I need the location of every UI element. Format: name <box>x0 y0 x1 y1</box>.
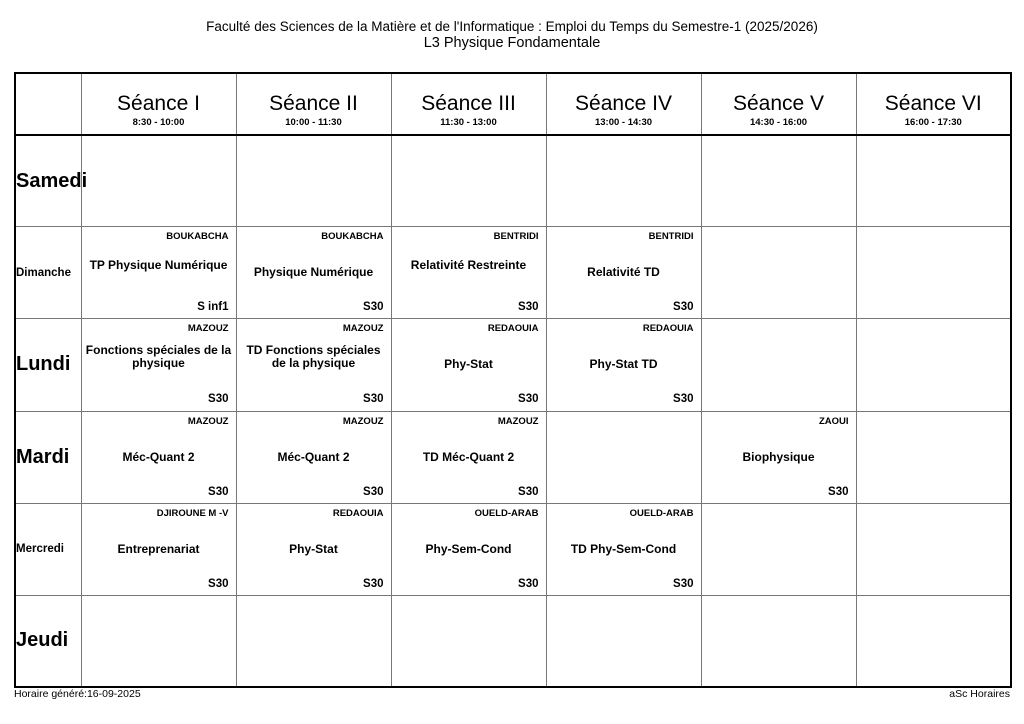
room-label: S30 <box>673 577 694 590</box>
day-row <box>15 135 1011 227</box>
course-cell <box>236 227 391 319</box>
empty-cell <box>546 135 701 227</box>
teacher-name: BOUKABCHA <box>321 231 384 243</box>
course-cell <box>391 411 546 503</box>
day-label: Mardi <box>15 411 81 503</box>
subject-name: Phy-Stat TD <box>589 357 658 372</box>
course-cell <box>81 227 236 319</box>
subject-name: Méc-Quant 2 <box>277 449 350 464</box>
room-label: S30 <box>518 485 539 498</box>
teacher-name: MAZOUZ <box>342 323 384 335</box>
seance-time: 8:30 - 10:00 <box>132 117 185 128</box>
room-label: S30 <box>518 393 539 406</box>
teacher-name: OUELD-ARAB <box>629 507 694 519</box>
teacher-name: REDAOUIA <box>487 323 539 335</box>
empty-cell <box>856 227 1011 319</box>
day-label: Samedi <box>15 135 81 227</box>
empty-cell <box>856 595 1011 687</box>
subject-name: Relativité Restreinte <box>410 258 527 273</box>
day-row <box>15 503 1011 595</box>
room-label: S30 <box>518 577 539 590</box>
course-cell <box>546 319 701 411</box>
teacher-name: DJIROUNE M -V <box>156 507 229 519</box>
seance-name: Séance III <box>421 92 516 115</box>
seance-name: Séance VI <box>884 92 982 115</box>
teacher-name: REDAOUIA <box>332 507 384 519</box>
subject-name: Phy-Stat <box>289 541 338 556</box>
course-cell <box>391 503 546 595</box>
teacher-name: MAZOUZ <box>187 323 229 335</box>
day-label: Jeudi <box>15 595 81 687</box>
room-label: S30 <box>673 301 694 314</box>
subject-name: TD Fonctions spéciales de la physique <box>246 343 381 371</box>
course-cell <box>236 411 391 503</box>
subject-name: Physique Numérique <box>253 265 374 280</box>
teacher-name: MAZOUZ <box>187 415 229 427</box>
subject-name: Relativité TD <box>587 265 660 280</box>
seance-time: 11:30 - 13:00 <box>440 117 497 128</box>
seance-header <box>391 73 546 135</box>
seance-time: 10:00 - 11:30 <box>285 117 342 128</box>
empty-cell <box>701 135 856 227</box>
subject-name: Entreprenariat <box>117 541 200 556</box>
generated-date: Horaire généré:16-09-2025 <box>14 688 141 700</box>
empty-cell <box>701 503 856 595</box>
teacher-name: OUELD-ARAB <box>474 507 539 519</box>
room-label: S30 <box>363 301 384 314</box>
teacher-name: BENTRIDI <box>648 231 694 243</box>
day-row <box>15 411 1011 503</box>
teacher-name: MAZOUZ <box>342 415 384 427</box>
teacher-name: BENTRIDI <box>493 231 539 243</box>
empty-cell <box>236 595 391 687</box>
course-cell <box>546 227 701 319</box>
day-row <box>15 595 1011 687</box>
room-label: S30 <box>208 393 229 406</box>
empty-cell <box>856 319 1011 411</box>
subject-name: TD Méc-Quant 2 <box>422 449 515 464</box>
seance-header <box>236 73 391 135</box>
room-label: S30 <box>363 577 384 590</box>
room-label: S30 <box>518 301 539 314</box>
empty-cell <box>856 135 1011 227</box>
teacher-name: ZAOUI <box>818 415 849 427</box>
empty-cell <box>546 411 701 503</box>
empty-cell <box>81 595 236 687</box>
seance-name: Séance IV <box>575 92 672 115</box>
room-label: S30 <box>828 485 849 498</box>
seance-name: Séance II <box>269 92 358 115</box>
room-label: S30 <box>208 485 229 498</box>
empty-cell <box>546 595 701 687</box>
course-cell <box>391 227 546 319</box>
subject-name: Fonctions spéciales de la physique <box>85 343 232 371</box>
teacher-name: REDAOUIA <box>642 323 694 335</box>
day-row <box>15 319 1011 411</box>
document-title: Faculté des Sciences de la Matière et de l'Informatique : Emploi du Temps du Semestre-1 (2025/2026) <box>206 19 818 34</box>
empty-cell <box>391 595 546 687</box>
empty-cell <box>856 411 1011 503</box>
course-cell <box>81 319 236 411</box>
day-label: Lundi <box>15 319 81 411</box>
subject-name: Biophysique <box>742 449 815 464</box>
day-label: Dimanche <box>15 227 81 319</box>
room-label: S inf1 <box>197 301 229 314</box>
room-label: S30 <box>208 577 229 590</box>
seance-header <box>856 73 1011 135</box>
subject-name: TP Physique Numérique <box>89 258 228 273</box>
course-cell <box>546 503 701 595</box>
day-row <box>15 227 1011 319</box>
empty-cell <box>701 227 856 319</box>
empty-cell <box>236 135 391 227</box>
timetable <box>14 72 1012 688</box>
seance-header <box>546 73 701 135</box>
empty-cell <box>81 135 236 227</box>
subject-name: Méc-Quant 2 <box>122 449 195 464</box>
course-cell <box>701 411 856 503</box>
course-cell <box>236 319 391 411</box>
class-title: L3 Physique Fondamentale <box>423 35 601 51</box>
subject-name: Phy-Sem-Cond <box>425 541 512 556</box>
empty-cell <box>701 319 856 411</box>
header-corner <box>15 73 81 135</box>
empty-cell <box>856 503 1011 595</box>
course-cell <box>81 411 236 503</box>
empty-cell <box>701 595 856 687</box>
subject-name: Phy-Stat <box>444 357 493 372</box>
seance-header <box>701 73 856 135</box>
seance-header <box>81 73 236 135</box>
teacher-name: MAZOUZ <box>497 415 539 427</box>
subject-name: TD Phy-Sem-Cond <box>570 541 677 556</box>
course-cell <box>236 503 391 595</box>
room-label: S30 <box>673 393 694 406</box>
seance-name: Séance I <box>117 92 200 115</box>
room-label: S30 <box>363 393 384 406</box>
seance-header-row <box>15 73 1011 135</box>
teacher-name: BOUKABCHA <box>166 231 229 243</box>
day-label: Mercredi <box>15 503 81 595</box>
course-cell <box>391 319 546 411</box>
seance-time: 14:30 - 16:00 <box>749 117 808 128</box>
seance-name: Séance V <box>732 92 825 115</box>
seance-time: 13:00 - 14:30 <box>594 117 653 128</box>
software-credit: aSc Horaires <box>949 688 1010 700</box>
seance-time: 16:00 - 17:30 <box>904 117 962 128</box>
room-label: S30 <box>363 485 384 498</box>
empty-cell <box>391 135 546 227</box>
course-cell <box>81 503 236 595</box>
